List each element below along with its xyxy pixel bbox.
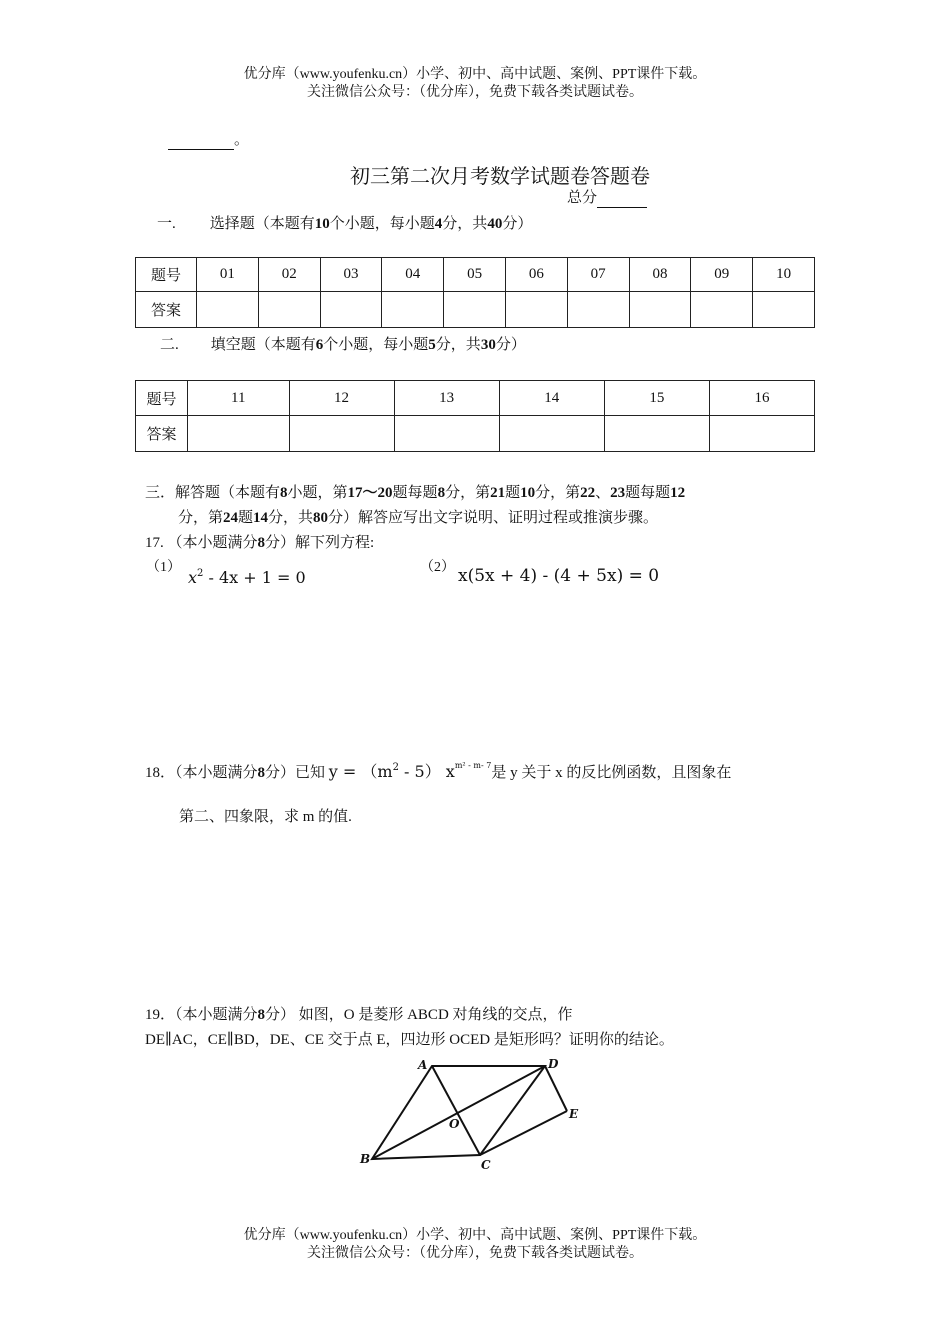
q17-part2-label: （2） (420, 560, 455, 575)
fill-answer-table (135, 380, 815, 452)
row-label-number: 题号 (136, 258, 197, 292)
answer-cell[interactable] (629, 292, 691, 328)
q17-part1-label: （1） (146, 560, 181, 575)
label-c: C (481, 1158, 491, 1172)
answer-cell[interactable] (691, 292, 753, 328)
answer-cell[interactable] (382, 292, 444, 328)
label-d: D (548, 1057, 559, 1071)
total-score (567, 186, 647, 208)
total-score-blank (597, 190, 647, 208)
question-number-row (136, 381, 815, 416)
section-1-heading: 一. 选择题（本题有10个小题，每小题4分，共40分） (157, 216, 533, 232)
answer-cell[interactable] (604, 416, 709, 452)
answer-cell[interactable] (444, 292, 506, 328)
row-label-number: 题号 (136, 381, 188, 416)
segment-ce (480, 1111, 567, 1155)
choice-answer-table (135, 257, 815, 328)
row-label-answer: 答案 (136, 292, 197, 328)
answer-cell[interactable] (499, 416, 604, 452)
previous-answer-blank (168, 128, 249, 150)
answer-cell[interactable] (709, 416, 814, 452)
question-18-line-2: 第二、四象限，求 m 的值. (179, 809, 352, 825)
question-number-cell: 02 (258, 258, 320, 292)
full-stop: 。 (234, 132, 250, 148)
answer-cell[interactable] (394, 416, 499, 452)
question-number-cell: 01 (197, 258, 259, 292)
q17-equation-1: $x^2 - 4x + 1 = 0$ (188, 568, 306, 587)
question-number-cell: 15 (604, 381, 709, 416)
answer-cell[interactable] (320, 292, 382, 328)
q17-equation-2: x(5x + 4) - (4 + 5x) = 0 (458, 566, 660, 586)
question-number-cell: 13 (394, 381, 499, 416)
diagonal-bd (372, 1066, 545, 1159)
answer-row (136, 416, 815, 452)
answer-row (136, 292, 815, 328)
row-label-answer: 答案 (136, 416, 188, 452)
question-number-cell: 07 (567, 258, 629, 292)
question-number-cell: 06 (505, 258, 567, 292)
segment-de (545, 1066, 567, 1111)
page-header (0, 66, 950, 102)
header-line-2: 关注微信公众号：（优分库），免费下载各类试题试卷。 (307, 85, 643, 100)
blank-line (168, 132, 234, 150)
question-number-cell: 05 (444, 258, 506, 292)
question-number-cell: 04 (382, 258, 444, 292)
question-17-heading: 17. （本小题满分8分）解下列方程: (145, 535, 375, 551)
question-19-line-2: DE∥AC，CE∥BD，DE、CE 交于点 E，四边形 OCED 是矩形吗？证明你的结论。 (145, 1032, 674, 1048)
q18-function: $y = (m^2 - 5)$ $x^{m^2 - m- 7}$ (328, 761, 492, 781)
page-title: 初三第二次月考数学试题卷答题卷 (350, 166, 650, 188)
answer-cell[interactable] (567, 292, 629, 328)
label-b: B (360, 1152, 371, 1166)
diagonal-ac (432, 1066, 480, 1155)
footer-line-2: 关注微信公众号：（优分库），免费下载各类试题试卷。 (307, 1246, 643, 1261)
label-o: O (449, 1117, 460, 1131)
header-line-1: 优分库（www.youfenku.cn）小学、初中、高中试题、案例、PPT课件下载。 (243, 67, 707, 82)
footer-line-1: 优分库（www.youfenku.cn）小学、初中、高中试题、案例、PPT课件下载。 (243, 1228, 707, 1243)
answer-cell[interactable] (197, 292, 259, 328)
section-2-heading: 二. 填空题（本题有6个小题，每小题5分，共30分） (160, 337, 526, 353)
answer-cell[interactable] (258, 292, 320, 328)
question-19-text: 19．（本小题满分8分） 如图，O 是菱形 ABCD 对角线的交点，作 (145, 1007, 573, 1023)
page-footer (0, 1227, 950, 1263)
section-3-heading: 三．解答题（本题有8小题，第17～20题每题8分，第21题10分，第22、23题每题12 分，第24题14分，共80分）解答应写出文字说明、证明过程或推演步骤。 (145, 485, 686, 526)
answer-cell[interactable] (505, 292, 567, 328)
answer-cell[interactable] (289, 416, 394, 452)
rhombus-figure (355, 1055, 595, 1175)
answer-cell[interactable] (753, 292, 815, 328)
question-18-text: 18．（本小题满分8分）已知 $y = (m^2 - 5)$ $x^{m^2 - m- 7}$是 y 关于 x 的反比例函数，且图象在 (145, 761, 732, 781)
question-number-cell: 12 (289, 381, 394, 416)
question-number-cell: 08 (629, 258, 691, 292)
question-number-row (136, 258, 815, 292)
total-score-label: 总分 (567, 190, 598, 206)
question-number-cell: 10 (753, 258, 815, 292)
question-number-cell: 11 (188, 381, 290, 416)
question-number-cell: 03 (320, 258, 382, 292)
label-a: A (418, 1058, 428, 1072)
question-number-cell: 14 (499, 381, 604, 416)
answer-cell[interactable] (188, 416, 290, 452)
label-e: E (569, 1107, 579, 1121)
question-number-cell: 16 (709, 381, 814, 416)
question-number-cell: 09 (691, 258, 753, 292)
